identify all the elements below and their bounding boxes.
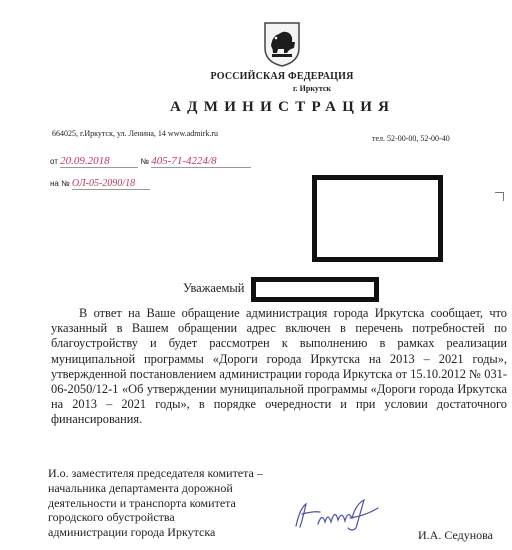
organization-name: АДМИНИСТРАЦИЯ (170, 99, 396, 115)
reply-prefix: на № (50, 179, 70, 188)
handwritten-reply-number: ОЛ-05-2090/18 (72, 178, 150, 190)
signatory-position (48, 466, 288, 540)
address-line: 664025, г.Иркутск, ул. Ленина, 14 www.admirk.ru (52, 129, 219, 138)
number-prefix: № (140, 157, 149, 166)
position-line: И.о. заместителя председателя комитета – (48, 466, 263, 480)
handwritten-date: 20.09.2018 (60, 155, 138, 168)
handwritten-signature (290, 494, 382, 534)
greeting: Уважаемый (183, 281, 245, 295)
coat-of-arms-icon (262, 20, 302, 68)
signer-name: И.А. Седунова (418, 528, 494, 542)
handwritten-number: 405-71-4224/8 (151, 155, 251, 168)
city-name: г. Иркутск (292, 84, 332, 93)
letter-body: В ответ на Ваше обращение администрация города Иркутска сообщает, что указанный в Вашем обращении адрес включен в перечень потребностей по благоустройству и будет рассмотрен к выполнению в рамках реализации муниципальной программы «Дороги города Иркутска на 2013 – 2021 годы», утвержденной постановлением администрации города Иркутска от 15.10.2012 № 031-06-2050/12-1 «Об утверждении муниципальной программы «Дороги города Иркутска на 2013 – 2021 годы», в порядке очередности и при условии достаточного финансирования. (51, 306, 507, 427)
redacted-recipient-address (312, 175, 443, 262)
redacted-recipient-name (251, 277, 379, 302)
position-line: городского обустройства (48, 510, 175, 525)
country-name: РОССИЙСКАЯ ФЕДЕРАЦИЯ (210, 71, 354, 82)
position-line: деятельности и транспорта комитета (48, 495, 236, 510)
outgoing-reference (50, 155, 251, 168)
phone-line: тел. 52-00-00, 52-00-40 (372, 134, 450, 143)
date-prefix: от (50, 157, 58, 166)
position-line: администрации города Иркутска (48, 525, 216, 540)
position-line: начальника департамента дорожной (48, 480, 233, 495)
incoming-reference (50, 178, 150, 190)
address-corner-mark (495, 192, 504, 201)
